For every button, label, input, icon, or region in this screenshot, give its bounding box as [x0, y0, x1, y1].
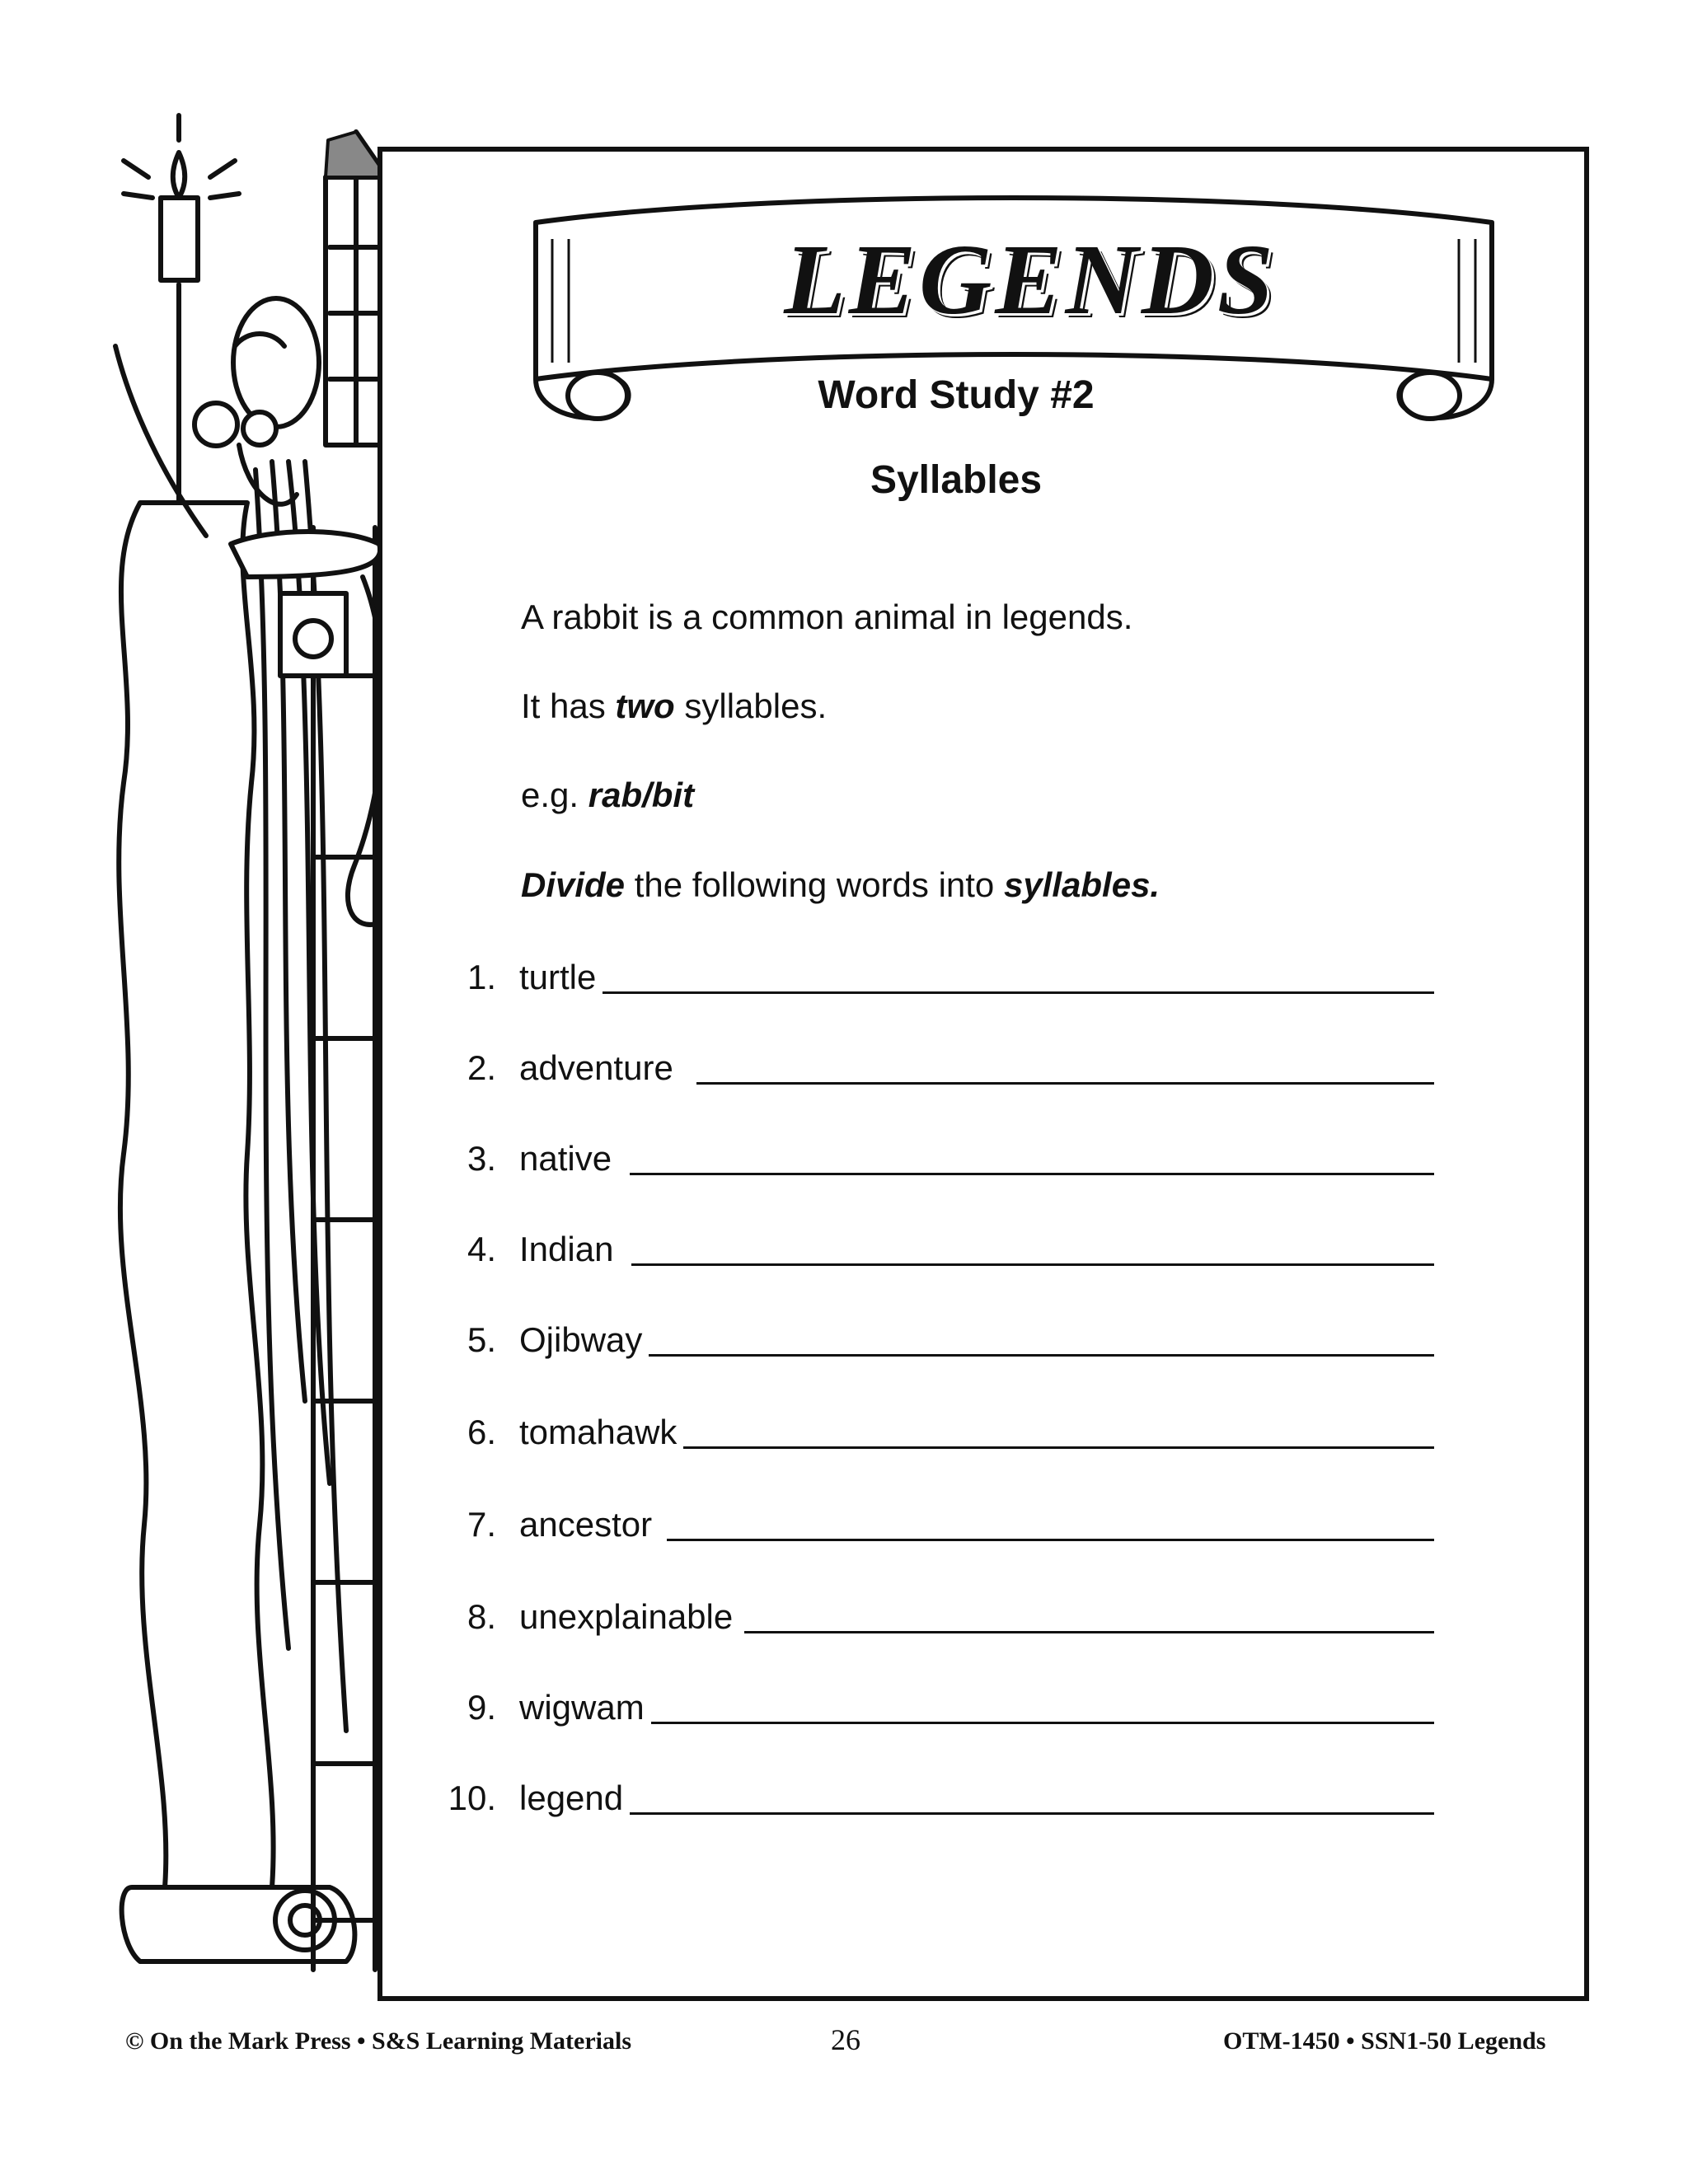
footer-publisher: © On the Mark Press • S&S Learning Materials: [125, 2027, 631, 2055]
question-number: 7.: [467, 1505, 496, 1544]
page-title: LEGENDS: [784, 224, 1277, 335]
page-number: 26: [831, 2023, 860, 2056]
question-word: wigwam: [519, 1688, 645, 1727]
question-number: 4.: [467, 1230, 496, 1268]
question-row: [429, 1769, 1434, 1818]
question-word: unexplainable: [519, 1597, 734, 1636]
answer-line[interactable]: [744, 1631, 1434, 1633]
example-line: e.g. rab/bit: [521, 776, 695, 814]
instructions: Divide the following words into syllables.: [521, 865, 1160, 904]
question-word: Ojibway: [519, 1320, 643, 1359]
question-number: 1.: [467, 958, 496, 996]
intro-line-1: A rabbit is a common animal in legends.: [521, 598, 1133, 636]
footer-code: OTM-1450 • SSN1-50 Legends: [1223, 2027, 1546, 2055]
question-row: [429, 1678, 1434, 1727]
answer-line[interactable]: [696, 1082, 1434, 1085]
answer-line[interactable]: [683, 1446, 1434, 1449]
question-row: [429, 948, 1434, 997]
topic-heading: Syllables: [870, 458, 1043, 502]
question-row: [429, 1129, 1434, 1179]
answer-line[interactable]: [630, 1812, 1434, 1815]
question-word: Indian: [519, 1230, 614, 1268]
question-number: 3.: [467, 1139, 496, 1178]
question-number: 2.: [467, 1048, 496, 1087]
question-word: legend: [519, 1779, 624, 1817]
question-row: [429, 1495, 1434, 1544]
answer-line[interactable]: [667, 1539, 1434, 1541]
question-number: 8.: [467, 1597, 496, 1636]
question-number: 9.: [467, 1688, 496, 1727]
answer-line[interactable]: [649, 1354, 1434, 1357]
question-number: 5.: [467, 1320, 496, 1359]
question-word: turtle: [519, 958, 597, 996]
question-word: native: [519, 1139, 612, 1178]
answer-line[interactable]: [630, 1173, 1434, 1175]
intro-line-2: It has two syllables.: [521, 687, 828, 725]
answer-line[interactable]: [651, 1722, 1434, 1724]
question-word: adventure: [519, 1048, 673, 1087]
answer-line[interactable]: [631, 1263, 1434, 1266]
question-number: 6.: [467, 1413, 496, 1451]
subtitle: Word Study #2: [818, 373, 1095, 417]
question-word: ancestor: [519, 1505, 653, 1544]
question-row: [429, 1587, 1434, 1637]
answer-line[interactable]: [603, 991, 1434, 994]
question-row: [429, 1403, 1434, 1452]
question-row: [429, 1038, 1434, 1088]
question-row: [429, 1220, 1434, 1269]
question-row: [429, 1310, 1434, 1360]
question-word: tomahawk: [519, 1413, 678, 1451]
scroll-wizard-illustration: [0, 0, 429, 2019]
question-number: 10.: [448, 1779, 496, 1817]
